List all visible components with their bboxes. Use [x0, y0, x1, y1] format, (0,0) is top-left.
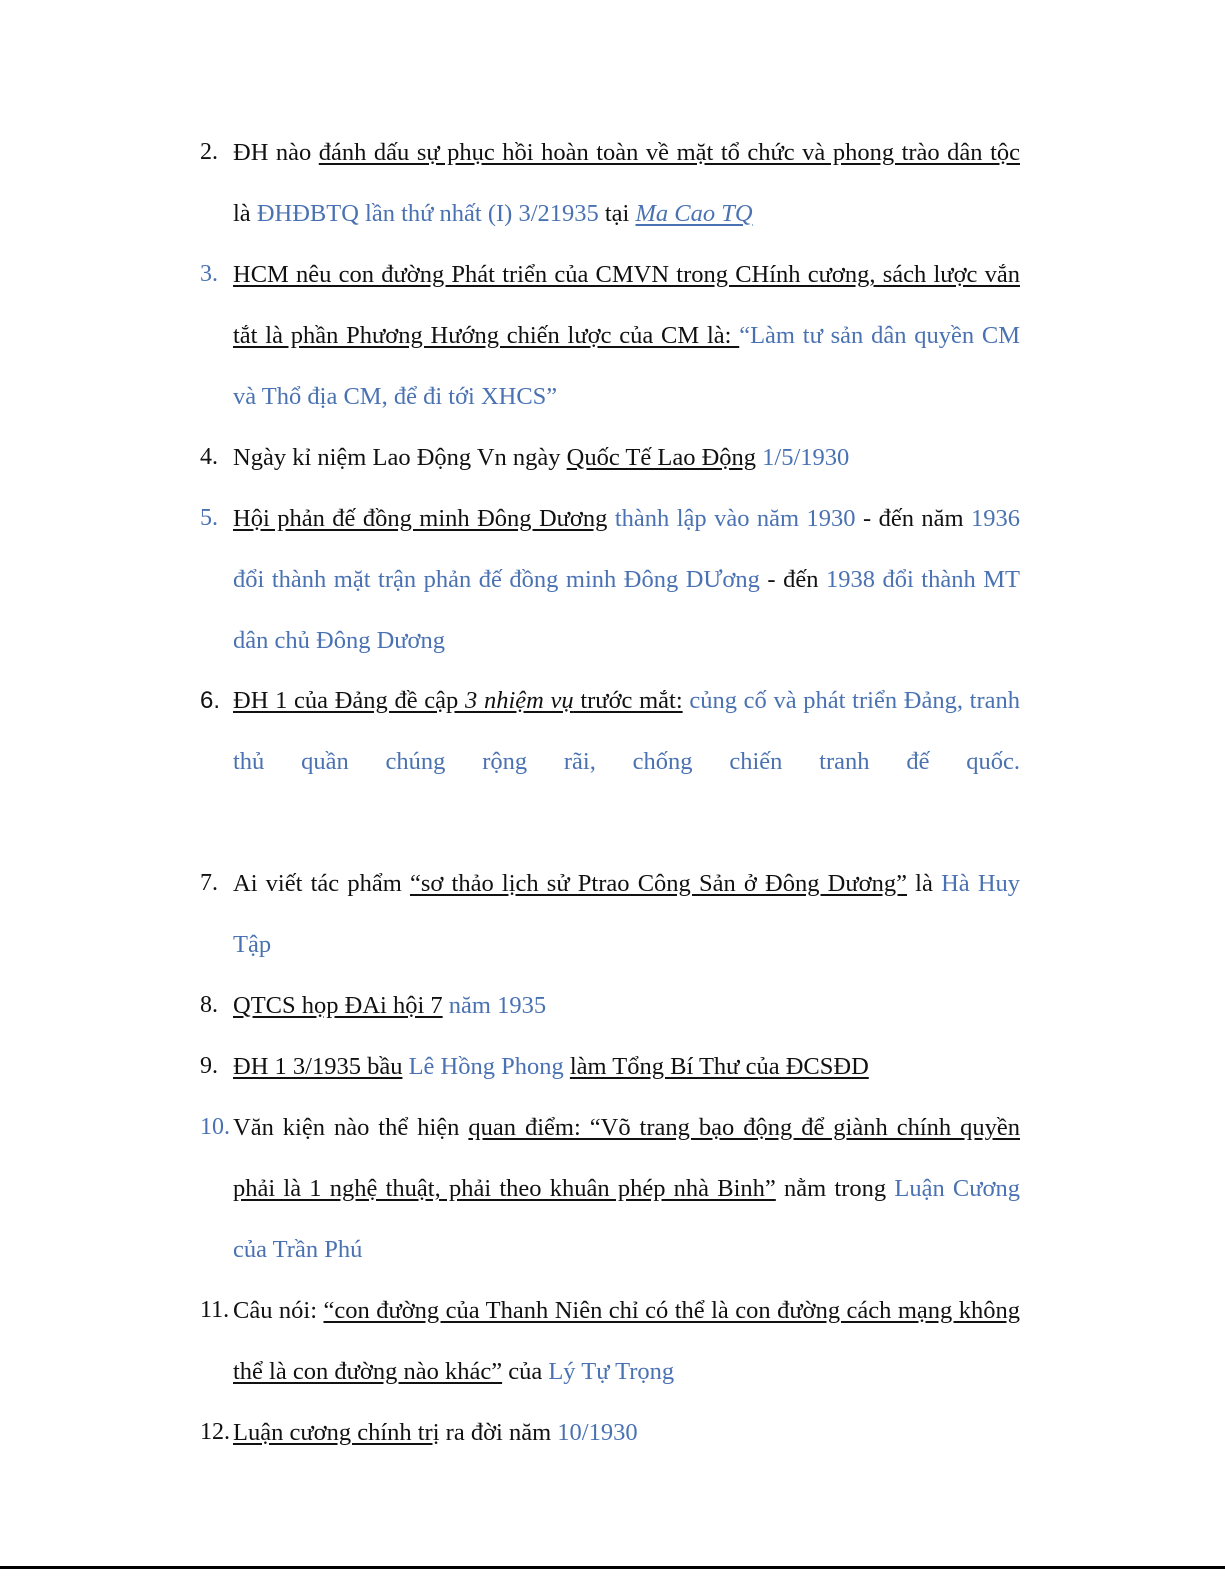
- item-number: 11.: [200, 1297, 230, 1323]
- page-bottom-border: [0, 1566, 1225, 1569]
- item-number: 12.: [200, 1419, 230, 1445]
- item-number: 9.: [200, 1053, 218, 1079]
- item-text: QTCS họp ĐAi hội 7 năm 1935: [233, 992, 547, 1019]
- item-number: 7.: [200, 870, 218, 896]
- list-item-9: [200, 1036, 1020, 1097]
- list-item-8: [200, 975, 1020, 1036]
- item-number: 8.: [200, 992, 218, 1018]
- item-text: Văn kiện nào thể hiện quan điểm: “Võ trang bạo động để giành chính quyền phải là 1 nghệ thuật, phải theo khuân phép nhà Binh” nằm trong Luận Cương của Trần Phú: [233, 1114, 1020, 1263]
- item-text: ĐH 1 3/1935 bầu Lê Hồng Phong làm Tổng Bí Thư của ĐCSĐD: [233, 1053, 869, 1080]
- item-number: 4.: [200, 444, 218, 470]
- item-text: Ai viết tác phẩm “sơ thảo lịch sử Ptrao Công Sản ở Đông Dương” là Hà Huy Tập: [233, 870, 1021, 958]
- list-item-10: [200, 1097, 1020, 1280]
- item-number: 6.: [200, 687, 221, 714]
- item-text: ĐH nào đánh dấu sự phục hồi hoàn toàn về mặt tổ chức và phong trào dân tộc là ĐHĐBTQ lần thứ nhất (I) 3/21935 tại Ma Cao TQ: [233, 139, 1021, 227]
- list-item-5: [200, 488, 1020, 671]
- list-item-3: [200, 244, 1020, 427]
- list-item-4: [200, 427, 1020, 488]
- list-item-11: [200, 1280, 1020, 1402]
- item-text: Luận cương chính trị ra đời năm 10/1930: [233, 1419, 638, 1446]
- list-item-2: [200, 122, 1020, 244]
- item-number: 2.: [200, 139, 218, 165]
- item-number: 3.: [200, 261, 218, 287]
- item-number: 5.: [200, 505, 218, 531]
- item-text: Câu nói: “con đường của Thanh Niên chỉ có thể là con đường cách mạng không thể là con đường nào khác” của Lý Tự Trọng: [233, 1297, 1020, 1385]
- list-item-12: [200, 1402, 1020, 1463]
- list-item-7: [200, 853, 1020, 975]
- item-number: 10.: [200, 1114, 230, 1140]
- list-item-6: [200, 670, 1020, 792]
- item-text: HCM nêu con đường Phát triển của CMVN trong CHính cương, sách lược vắn tắt là phần Phương Hướng chiến lược của CM là: “Làm tư sản dân quyền CM và Thổ địa CM, để đi tới XHCS”: [233, 261, 1021, 410]
- item-text: ĐH 1 của Đảng đề cập 3 nhiệm vụ trước mắt: củng cố và phát triển Đảng, tranh thủ quần chúng rộng rãi, chống chiến tranh đế quốc.: [233, 687, 1021, 775]
- item-text: Hội phản đế đồng minh Đông Dương thành lập vào năm 1930 - đến năm 1936 đổi thành mặt trận phản đế đồng minh Đông DƯơng - đến 1938 đổi thành MT dân chủ Đông Dương: [233, 505, 1021, 654]
- item-text: Ngày kỉ niệm Lao Động Vn ngày Quốc Tế Lao Động 1/5/1930: [233, 444, 850, 471]
